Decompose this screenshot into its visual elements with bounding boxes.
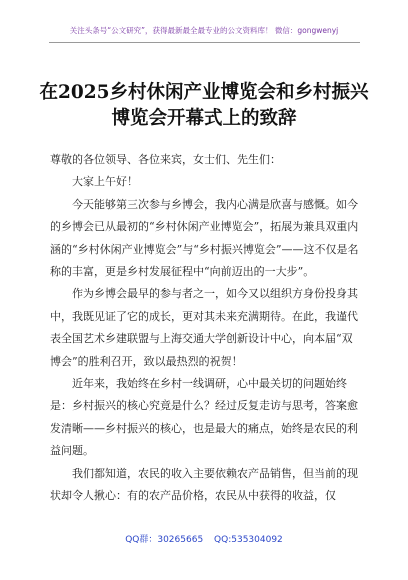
- document-title: [20, 80, 388, 132]
- footer-qq-group: QQ群：30265665: [125, 535, 204, 545]
- paragraph-2: 作为乡博会最早的参与者之一，如今又以组织方身份投身其中，我既见证了它的成长，更对其未来充满期待。在此，我谨代表全国艺术乡建联盟与上海交通大学创新设计中心，向本届“双博会”的胜利召开，致以最热烈的祝贺！: [50, 287, 358, 368]
- header-divider: [49, 42, 360, 43]
- document-body: [50, 149, 362, 508]
- title-line-1: 在2025乡村休闲产业博览会和乡村振兴: [39, 82, 369, 103]
- header-promo-text: 关注头条号“公文研究”，获得最新最全最专业的公文资料库！ 微信：gongwenyj: [69, 26, 339, 35]
- title-line-2: 博览会开幕式上的致辞: [111, 108, 297, 129]
- paragraph-4: 我们都知道，农民的收入主要依赖农产品销售，但当前的现状却令人揪心：有的农产品价格，农民从中获得的收益，仅: [50, 466, 358, 503]
- salutation: 尊敬的各位领导、各位来宾，女士们、先生们：: [50, 153, 281, 166]
- paragraph-1: 今天能够第三次参与乡博会，我内心满是欣喜与感慨。如今的乡博会已从最初的“乡村休闲产业博览会”，拓展为兼具双重内涵的“乡村休闲产业博览会”与“乡村振兴博览会”——这不仅是名称的丰富，更是乡村发展征程中“向前迈出的一大步”。: [50, 197, 359, 279]
- greeting: 大家上午好！: [72, 175, 138, 189]
- paragraph-3: 近年来，我始终在乡村一线调研，心中最关切的问题始终是：乡村振兴的核心究竟是什么？经过反复走访与思考，答案愈发清晰——乡村振兴的核心，也是最大的痛点，始终是农民的利益问题。: [50, 377, 358, 458]
- page-footer: [0, 532, 408, 545]
- footer-qq: QQ:535304092: [214, 535, 283, 545]
- page-header: [0, 0, 408, 50]
